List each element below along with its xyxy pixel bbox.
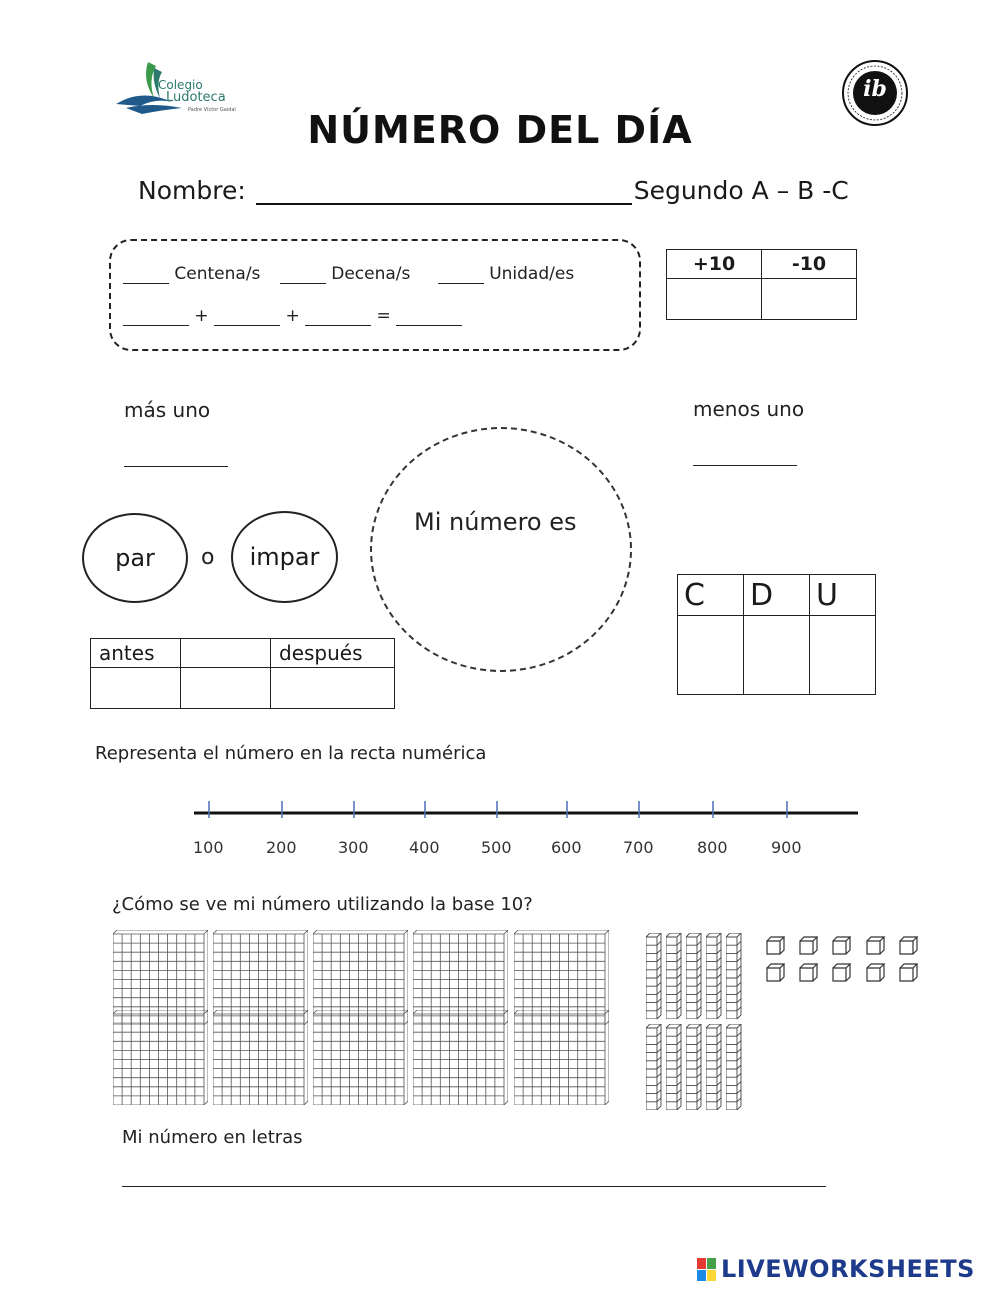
- middle-cell[interactable]: [181, 668, 271, 709]
- minus-ten-cell[interactable]: [762, 279, 857, 320]
- hundreds-cell[interactable]: [678, 616, 744, 695]
- ten-rod: [686, 933, 702, 1023]
- sum-blank-1[interactable]: [123, 309, 189, 326]
- liveworksheets-icon: [697, 1256, 717, 1282]
- grade-label: Segundo A – B -C: [633, 176, 849, 205]
- even-option[interactable]: [82, 513, 188, 603]
- tens-header: D: [744, 575, 810, 616]
- one-cube: [799, 936, 819, 960]
- hundreds-blank[interactable]: [123, 267, 169, 284]
- name-input-line[interactable]: [256, 179, 632, 205]
- number-line-tick-label: 700: [623, 838, 654, 857]
- tens-label: Decena/s: [331, 264, 411, 284]
- liveworksheets-icon-square: [707, 1258, 716, 1269]
- ten-rod: [726, 933, 742, 1023]
- plus-sign-2: +: [285, 306, 300, 326]
- tens-cell[interactable]: [744, 616, 810, 695]
- number-line-tick-label: 100: [193, 838, 224, 857]
- one-cube: [866, 936, 886, 960]
- number-line[interactable]: [190, 796, 862, 826]
- sum-result-blank[interactable]: [396, 309, 462, 326]
- plus-ten-cell[interactable]: [667, 279, 762, 320]
- even-label: par: [115, 544, 155, 572]
- middle-header: [181, 639, 271, 668]
- liveworksheets-logo: [697, 1254, 975, 1284]
- one-cube: [766, 963, 786, 987]
- before-after-table: [90, 638, 395, 709]
- hundred-flat: [113, 1010, 208, 1109]
- plus-one-label: más uno: [124, 398, 211, 422]
- equals-sign: =: [376, 306, 391, 326]
- liveworksheets-icon-square: [697, 1270, 706, 1281]
- hundred-flat: [313, 1010, 408, 1109]
- ones-label: Unidad/es: [489, 264, 575, 284]
- number-line-tick-label: 400: [409, 838, 440, 857]
- ones-cell[interactable]: [810, 616, 876, 695]
- odd-option[interactable]: [231, 511, 338, 603]
- ones-blank[interactable]: [438, 267, 484, 284]
- decomposition-units-row: [123, 264, 574, 284]
- in-words-line[interactable]: [122, 1186, 826, 1187]
- ones-header: U: [810, 575, 876, 616]
- name-label: Nombre:: [138, 176, 246, 205]
- name-row: [138, 176, 849, 205]
- number-line-instruction: Representa el número en la recta numérica: [95, 743, 487, 764]
- number-line-tick-label: 900: [771, 838, 802, 857]
- plus-one-blank[interactable]: [124, 466, 228, 467]
- number-line-tick-label: 200: [266, 838, 297, 857]
- number-line-tick-label: 500: [481, 838, 512, 857]
- ten-rod: [686, 1024, 702, 1114]
- liveworksheets-brand: LIVEWORKSHEETS: [721, 1255, 975, 1283]
- after-cell[interactable]: [271, 668, 395, 709]
- my-number-label: Mi número es: [414, 508, 577, 536]
- one-cube: [899, 936, 919, 960]
- liveworksheets-icon-square: [707, 1270, 716, 1281]
- in-words-label: Mi número en letras: [122, 1127, 303, 1148]
- page-title: NÚMERO DEL DÍA: [307, 108, 693, 152]
- school-logo-line2: Ludoteca: [166, 90, 226, 105]
- one-cube: [866, 963, 886, 987]
- decomposition-sum-row: [123, 306, 462, 326]
- plus-ten-header: +10: [667, 250, 762, 279]
- ten-rod: [646, 933, 662, 1023]
- hundred-flat: [413, 1010, 508, 1109]
- school-logo-line3: Padre Víctor Gaidal: [188, 107, 236, 113]
- one-cube: [832, 963, 852, 987]
- place-value-table: [677, 574, 876, 695]
- one-cube: [799, 963, 819, 987]
- decomposition-box: [109, 239, 641, 351]
- number-line-ticks: [209, 801, 787, 818]
- sum-blank-2[interactable]: [214, 309, 280, 326]
- minus-one-blank[interactable]: [693, 465, 797, 466]
- ten-rod: [666, 1024, 682, 1114]
- or-label: o: [201, 545, 215, 570]
- number-line-tick-label: 800: [697, 838, 728, 857]
- plus-sign-1: +: [194, 306, 209, 326]
- sum-blank-3[interactable]: [305, 309, 371, 326]
- odd-label: impar: [249, 543, 320, 571]
- ten-rod: [726, 1024, 742, 1114]
- plus-minus-ten-table: [666, 249, 857, 320]
- number-line-tick-label: 300: [338, 838, 369, 857]
- number-line-tick-label: 600: [551, 838, 582, 857]
- ib-logo-letters: ib: [863, 76, 887, 102]
- school-logo-line1: Colegio: [158, 78, 203, 92]
- hundreds-header: C: [678, 575, 744, 616]
- minus-ten-header: -10: [762, 250, 857, 279]
- my-number-circle[interactable]: [370, 427, 632, 672]
- ten-rod: [666, 933, 682, 1023]
- ten-rod: [706, 933, 722, 1023]
- before-header: antes: [91, 639, 181, 668]
- before-cell[interactable]: [91, 668, 181, 709]
- minus-one-label: menos uno: [693, 397, 805, 421]
- one-cube: [899, 963, 919, 987]
- after-header: después: [271, 639, 395, 668]
- one-cube: [766, 936, 786, 960]
- ten-rod: [646, 1024, 662, 1114]
- liveworksheets-icon-square: [697, 1258, 706, 1269]
- base10-question: ¿Cómo se ve mi número utilizando la base 10?: [112, 894, 533, 915]
- one-cube: [832, 936, 852, 960]
- hundreds-label: Centena/s: [174, 264, 261, 284]
- ten-rod: [706, 1024, 722, 1114]
- hundred-flat: [514, 1010, 609, 1109]
- hundred-flat: [213, 1010, 308, 1109]
- tens-blank[interactable]: [280, 267, 326, 284]
